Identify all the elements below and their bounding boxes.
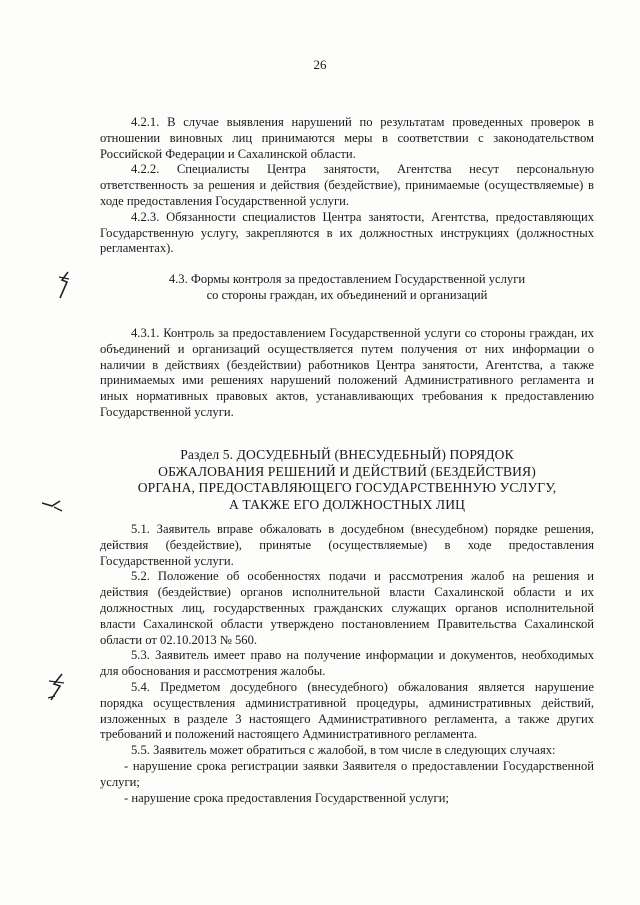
section-5-title-line-4: А ТАКЖЕ ЕГО ДОЛЖНОСТНЫХ ЛИЦ (228, 496, 466, 512)
page-number: 26 (313, 57, 327, 72)
paragraph-5-2: 5.2. Положение об особенностях подачи и рассмотрения жалоб на решения и действия (бездействие) органов исполнительной власти Сахалинской области и их должностных лиц, государственных гражданских служащих органов исполнительной власти Сахалинской области утверждено постановлением Правительства Сахалинской области от 02.10.2013 № 560. (100, 569, 594, 647)
heading-4-3 (100, 272, 594, 304)
paragraphs-4-3 (100, 326, 594, 421)
paragraphs-4-2 (100, 115, 594, 257)
margin-tick-mark-1 (56, 270, 74, 300)
section-5-title-line-3: ОРГАНА, ПРЕДОСТАВЛЯЮЩЕГО ГОСУДАРСТВЕННУЮ УСЛУГУ, (137, 480, 557, 495)
paragraph-5-4: 5.4. Предметом досудебного (внесудебного) обжалования является нарушение порядка осуществления административной процедуры, административных действий, изложенных в разделе 3 настоящего Административного регламента, а также других требований и положений настоящего Административного регламента. (100, 679, 594, 742)
section-5-title (100, 447, 594, 513)
paragraph-5-5: 5.5. Заявитель может обратиться с жалобой, в том числе в следующих случаях: (131, 743, 556, 758)
list-item: - нарушение срока регистрации заявки Заявителя о предоставлении Государственной услуги; (100, 758, 594, 789)
margin-tick-mark-2 (40, 497, 64, 515)
heading-4-3-line-2: со стороны граждан, их объединений и организаций (206, 287, 488, 302)
paragraph-4-2-1: 4.2.1. В случае выявления нарушений по результатам проведенных проверок в отношении виновных лиц принимаются меры в соответствии с законодательством Российской Федерации и Сахалинской области. (100, 115, 594, 161)
paragraphs-5 (100, 522, 594, 806)
section-5-title-line-2: ОБЖАЛОВАНИЯ РЕШЕНИЙ И ДЕЙСТВИЙ (БЕЗДЕЙСТВИЯ) (158, 463, 536, 479)
paragraph-4-2-2: 4.2.2. Специалисты Центра занятости, Агентства несут персональную ответственность за решения и действия (бездействие), принимаемые (осуществляемые) в ходе предоставления Государственной услуги. (100, 162, 594, 208)
violations-list (100, 759, 594, 806)
section-5-title-line-1: Раздел 5. ДОСУДЕБНЫЙ (ВНЕСУДЕБНЫЙ) ПОРЯДОК (180, 447, 514, 462)
heading-4-3-line-1: 4.3. Формы контроля за предоставлением Государственной услуги (168, 272, 526, 286)
paragraph-4-3-1: 4.3.1. Контроль за предоставлением Государственной услуги со стороны граждан, их объединений и организаций осуществляется путем получения от них информации о наличии в действиях (бездействии) работников Центра занятости, Агентства, а также принимаемых ими решениях нарушений положений Административного регламента и иных нормативных правовых актов, устанавливающих требования к предоставлению Государственной услуги. (100, 326, 594, 419)
margin-tick-mark-3 (46, 672, 68, 702)
paragraph-5-1: 5.1. Заявитель вправе обжаловать в досудебном (внесудебном) порядке решения, действия (бездействие), принятые (осуществляемые) в ходе предоставления Государственной услуги. (100, 522, 594, 568)
paragraph-5-3: 5.3. Заявитель имеет право на получение информации и документов, необходимых для обоснования и рассмотрения жалобы. (100, 648, 594, 679)
list-item: - нарушение срока предоставления Государственной услуги; (124, 790, 449, 805)
paragraph-4-2-3: 4.2.3. Обязанности специалистов Центра занятости, Агентства, предоставляющих Государственную услугу, закрепляются в их должностных инструкциях (должностных регламентах). (100, 209, 594, 256)
